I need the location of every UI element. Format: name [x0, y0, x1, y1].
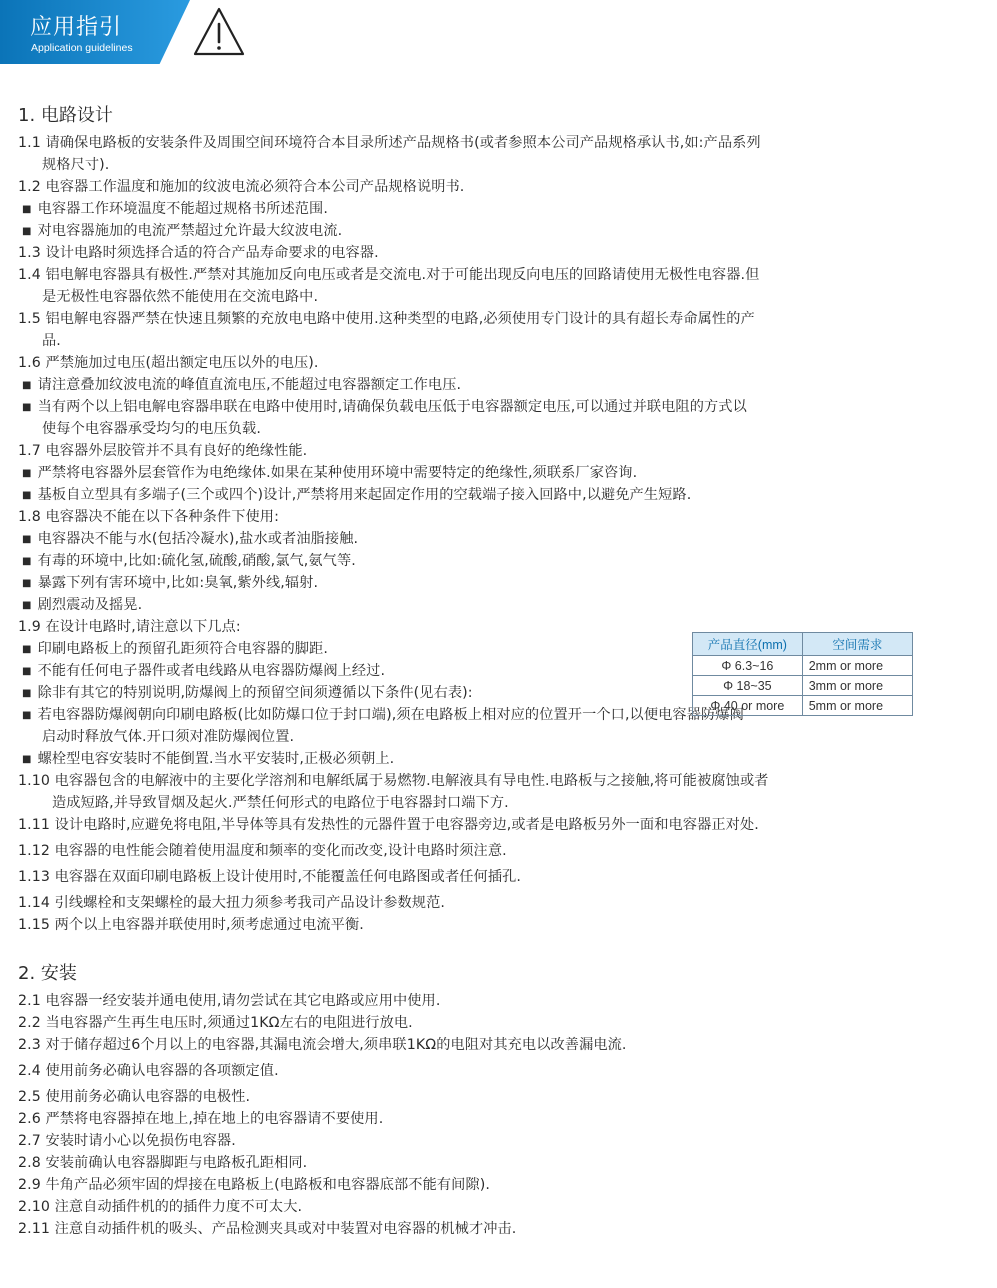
numbered-item: 2.2 当电容器产生再生电压时,须通过1KΩ左右的电阻进行放电.: [18, 1015, 413, 1031]
spec-table-cell-space: 3mm or more: [802, 676, 912, 696]
numbered-item: 1.6 严禁施加过电压(超出额定电压以外的电压).: [18, 355, 319, 371]
item-continuation: 造成短路,并导致冒烟及起火.严禁任何形式的电路位于电容器封口端下方.: [52, 795, 509, 811]
numbered-item: 2.8 安装前确认电容器脚距与电路板孔距相同.: [18, 1155, 308, 1171]
numbered-item: 1.2 电容器工作温度和施加的纹波电流必须符合本公司产品规格说明书.: [18, 179, 465, 195]
numbered-item: 2.7 安装时请小心以免损伤电容器.: [18, 1133, 236, 1149]
page-subtitle: Application guidelines: [31, 42, 133, 54]
numbered-item: 1.9 在设计电路时,请注意以下几点:: [18, 619, 241, 635]
item-continuation: 品.: [42, 333, 61, 349]
page-title: 应用指引: [30, 15, 123, 40]
spec-table-cell-space: 5mm or more: [802, 696, 912, 716]
numbered-item: 1.3 设计电路时须选择合适的符合产品寿命要求的电容器.: [18, 245, 379, 261]
bullet-item: ■ 对电容器施加的电流严禁超过允许最大纹波电流.: [18, 220, 978, 242]
bullet-item: ■ 暴露下列有害环境中,比如:臭氧,紫外线,辐射.: [18, 572, 978, 594]
bullet-item: ■ 电容器工作环境温度不能超过规格书所述范围.: [18, 198, 978, 220]
numbered-item: 1.1 请确保电路板的安装条件及周围空间环境符合本目录所述产品规格书(或者参照本公司产品规格承认书,如:产品系列: [18, 135, 761, 151]
spec-table-cell-space: 2mm or more: [802, 656, 912, 676]
bullet-item: ■ 剧烈震动及摇晃.: [18, 594, 978, 616]
bullet-item: ■ 请注意叠加纹波电流的峰值直流电压,不能超过电容器额定工作电压.: [18, 374, 978, 396]
numbered-item: 1.12 电容器的电性能会随着使用温度和频率的变化而改变,设计电路时须注意.: [18, 843, 507, 859]
numbered-item: 2.4 使用前务必确认电容器的各项额定值.: [18, 1063, 279, 1079]
section-title: 2. 安装: [18, 963, 77, 984]
bullet-item: ■ 螺栓型电容安装时不能倒置.当水平安装时,正极必须朝上.: [18, 748, 978, 770]
numbered-item: 1.7 电容器外层胶管并不具有良好的绝缘性能.: [18, 443, 308, 459]
numbered-item: 1.13 电容器在双面印刷电路板上设计使用时,不能覆盖任何电路图或者任何插孔.: [18, 869, 522, 885]
item-continuation: 是无极性电容器依然不能使用在交流电路中.: [42, 289, 319, 305]
numbered-item: 2.11 注意自动插件机的吸头、产品检测夹具或对中装置对电容器的机械才冲击.: [18, 1221, 517, 1237]
numbered-item: 2.1 电容器一经安装并通电使用,请勿尝试在其它电路或应用中使用.: [18, 993, 441, 1009]
bullet-item: ■ 印刷电路板上的预留孔距须符合电容器的脚距.: [18, 638, 978, 660]
numbered-item: 1.5 铝电解电容器严禁在快速且频繁的充放电电路中使用.这种类型的电路,必须使用专门设计的具有超长寿命属性的产: [18, 311, 755, 327]
numbered-item: 2.3 对于储存超过6个月以上的电容器,其漏电流会增大,须串联1KΩ的电阻对其充电以改善漏电流.: [18, 1037, 627, 1053]
bullet-item: ■ 若电容器防爆阀朝向印刷电路板(比如防爆口位于封口端),须在电路板上相对应的位置开一个口,以便电容器防爆阀: [18, 704, 978, 726]
numbered-item: 2.5 使用前务必确认电容器的电极性.: [18, 1089, 251, 1105]
spec-table-cell-diameter: Φ 40 or more: [693, 696, 803, 716]
bullet-item: ■ 电容器决不能与水(包括冷凝水),盐水或者油脂接触.: [18, 528, 978, 550]
numbered-item: 1.10 电容器包含的电解液中的主要化学溶剂和电解纸属于易燃物.电解液具有导电性.电路板与之接触,将可能被腐蚀或者: [18, 773, 769, 789]
bullet-item: ■ 严禁将电容器外层套管作为电绝缘体.如果在某种使用环境中需要特定的绝缘性,须联系厂家咨询.: [18, 462, 978, 484]
spec-table-row: [693, 656, 913, 676]
spec-table: [692, 632, 913, 716]
bullet-item: ■ 基板自立型具有多端子(三个或四个)设计,严禁将用来起固定作用的空载端子接入回路中,以避免产生短路.: [18, 484, 978, 506]
bullet-item: ■ 有毒的环境中,比如:硫化氢,硫酸,硝酸,氯气,氨气等.: [18, 550, 978, 572]
section-title: 1. 电路设计: [18, 105, 113, 126]
numbered-item: 1.4 铝电解电容器具有极性.严禁对其施加反向电压或者是交流电.对于可能出现反向电压的回路请使用无极性电容器.但: [18, 267, 760, 283]
item-continuation: 规格尺寸).: [42, 157, 110, 173]
spec-table-header-space: 空间需求: [802, 633, 912, 656]
numbered-item: 2.9 牛角产品必须牢固的焊接在电路板上(电路板和电容器底部不能有间隙).: [18, 1177, 490, 1193]
item-continuation: 使每个电容器承受均匀的电压负载.: [42, 421, 261, 437]
spec-table-header-row: [693, 633, 913, 656]
numbered-item: 1.15 两个以上电容器并联使用时,须考虑通过电流平衡.: [18, 917, 364, 933]
item-continuation: 启动时释放气体.开口须对准防爆阀位置.: [42, 729, 295, 745]
numbered-item: 1.11 设计电路时,应避免将电阻,半导体等具有发热性的元器件置于电容器旁边,或者是电路板另外一面和电容器正对处.: [18, 817, 759, 833]
numbered-item: 2.6 严禁将电容器掉在地上,掉在地上的电容器请不要使用.: [18, 1111, 384, 1127]
spec-table-header-diameter: 产品直径(mm): [693, 633, 803, 656]
spec-table-row: [693, 676, 913, 696]
spec-table-cell-diameter: Φ 6.3~16: [693, 656, 803, 676]
bullet-item: ■ 除非有其它的特别说明,防爆阀上的预留空间须遵循以下条件(见右表):: [18, 682, 978, 704]
numbered-item: 1.8 电容器决不能在以下各种条件下使用:: [18, 509, 279, 525]
numbered-item: 2.10 注意自动插件机的的插件力度不可太大.: [18, 1199, 303, 1215]
warning-triangle-icon: [193, 6, 245, 58]
bullet-item: ■ 当有两个以上铝电解电容器串联在电路中使用时,请确保负载电压低于电容器额定电压,可以通过并联电阻的方式以: [18, 396, 978, 418]
spec-table-row: [693, 696, 913, 716]
spec-table-cell-diameter: Φ 18~35: [693, 676, 803, 696]
numbered-item: 1.14 引线螺栓和支架螺栓的最大扭力须参考我司产品设计参数规范.: [18, 895, 445, 911]
bullet-item: ■ 不能有任何电子器件或者电线路从电容器防爆阀上经过.: [18, 660, 978, 682]
